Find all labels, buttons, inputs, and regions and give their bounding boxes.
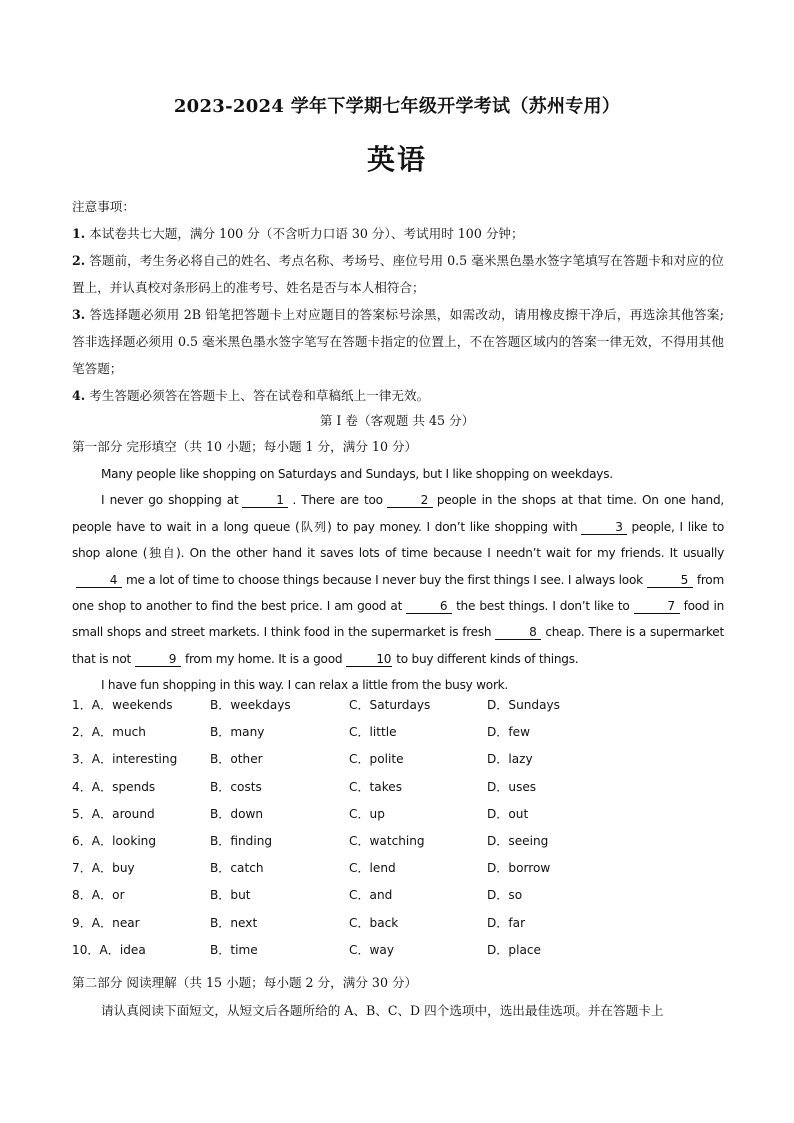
option-b[interactable]: B．down bbox=[210, 806, 264, 821]
option-a[interactable]: 4．A．spends bbox=[72, 779, 156, 794]
option-b[interactable]: B．costs bbox=[210, 779, 262, 794]
instruction-item bbox=[72, 247, 724, 301]
option-a[interactable]: 6．A．looking bbox=[72, 833, 157, 848]
instruction-item bbox=[72, 301, 724, 382]
option-a[interactable]: 10．A．idea bbox=[72, 942, 146, 957]
section-title: 第 I 卷（客观题 共 45 分） bbox=[319, 413, 475, 428]
option-a[interactable]: 9．A．near bbox=[72, 915, 140, 930]
passage-paragraph: Many people like shopping on Saturdays and Sundays, but I like shopping on weekdays. bbox=[101, 467, 613, 481]
question-options-3 bbox=[72, 750, 724, 777]
option-a[interactable]: 3．A．interesting bbox=[72, 752, 178, 767]
option-c[interactable]: C．up bbox=[349, 806, 385, 821]
option-b[interactable]: B．weekdays bbox=[210, 698, 291, 712]
cloze-passage bbox=[72, 461, 724, 699]
question-options-8 bbox=[72, 886, 724, 913]
option-c[interactable]: C．polite bbox=[349, 752, 404, 767]
instruction-item bbox=[72, 220, 724, 247]
blank-8[interactable]: 8 bbox=[495, 625, 541, 640]
instructions bbox=[72, 193, 724, 409]
blank-2[interactable]: 2 bbox=[387, 493, 433, 508]
instruction-number: 4. bbox=[72, 388, 86, 403]
instruction-text: 答选择题必须用 2B 铅笔把答题卡上对应题目的答案标号涂黑，如需改动，请用橡皮擦干净后，再选涂其他答案; 答非选择题必须用 0.5 毫米黑色墨水签字笔写在答题卡指定的位置上，不在答题区域内的答案一律无效，不得用其他笔答题； bbox=[72, 307, 724, 376]
instruction-text: 答题前，考生务必将自己的姓名、考点名称、考场号、座位号用 0.5 毫米黑色墨水签字笔填写在答题卡和对应的位置上，并认真校对条形码上的准考号、姓名是否与本人相符合； bbox=[72, 253, 724, 295]
blank-3[interactable]: 3 bbox=[581, 520, 627, 535]
reading-instructions: 请认真阅读下面短文，从短文后各题所给的 A、B、C、D 四个选项中，选出最佳选项。并在答题卡上 bbox=[101, 1003, 664, 1018]
option-c[interactable]: C．back bbox=[349, 915, 399, 930]
option-c[interactable]: C．lend bbox=[349, 861, 396, 876]
option-d[interactable]: D．place bbox=[487, 942, 541, 957]
option-a[interactable]: 5．A．around bbox=[72, 806, 155, 821]
passage-paragraph: I never go shopping at 1 . There are too 2 people in the shops at that time. On one hand, people have to wait in a long queue (队列) to pay money. I don’t like shopping with 3 people, I like to shop alone (独自). On the other hand it saves lots of time because I needn’t wait for my friends. It usually4 me a lot of time to choose things because I never buy the first things I see. I always look 5 from one shop to another to find the best price. I am good at 6 the best things. I don’t like to 7 food in small shops and street markets. I think food in the supermarket is fresh 8 cheap. There is a supermarket that is not 9 from my home. It is a good 10 to buy different kinds of things. bbox=[72, 493, 725, 666]
instruction-number: 2. bbox=[72, 253, 86, 268]
blank-10[interactable]: 10 bbox=[346, 652, 392, 667]
question-options-10 bbox=[72, 941, 724, 968]
instruction-number: 3. bbox=[72, 307, 86, 322]
option-b[interactable]: B．many bbox=[210, 725, 265, 740]
blank-9[interactable]: 9 bbox=[135, 652, 181, 667]
question-options-6 bbox=[72, 832, 724, 859]
option-a[interactable]: 8．A．or bbox=[72, 888, 125, 903]
option-c[interactable]: C．way bbox=[349, 942, 394, 957]
option-d[interactable]: D．out bbox=[487, 806, 529, 821]
option-c[interactable]: C．Saturdays bbox=[349, 698, 431, 712]
option-b[interactable]: B．time bbox=[210, 942, 258, 957]
part1-title: 第一部分 完形填空（共 10 小题；每小题 1 分，满分 10 分） bbox=[72, 439, 418, 454]
passage-paragraph: I have fun shopping in this way. I can relax a little from the busy work. bbox=[101, 678, 509, 693]
option-d[interactable]: D．few bbox=[487, 725, 530, 740]
instruction-item bbox=[72, 382, 724, 409]
option-d[interactable]: D．lazy bbox=[487, 752, 533, 767]
option-c[interactable]: C．little bbox=[349, 725, 397, 740]
option-d[interactable]: D．far bbox=[487, 915, 526, 930]
question-options-7 bbox=[72, 859, 724, 886]
instruction-text: 本试卷共七大题，满分 100 分（不含听力口语 30 分）、考试用时 100 分钟； bbox=[89, 226, 524, 241]
option-d[interactable]: D．Sundays bbox=[487, 698, 560, 712]
blank-6[interactable]: 6 bbox=[406, 599, 452, 614]
question-options-4 bbox=[72, 778, 724, 805]
blank-4[interactable]: 4 bbox=[76, 573, 122, 588]
blank-5[interactable]: 5 bbox=[647, 573, 693, 588]
option-a[interactable]: 7．A．buy bbox=[72, 861, 135, 876]
option-b[interactable]: B．other bbox=[210, 752, 263, 767]
instruction-number: 1. bbox=[72, 226, 86, 241]
option-a[interactable]: 1．A．weekends bbox=[72, 698, 173, 712]
option-d[interactable]: D．uses bbox=[487, 779, 537, 794]
question-options-9 bbox=[72, 914, 724, 941]
option-c[interactable]: C．and bbox=[349, 888, 393, 903]
option-b[interactable]: B．finding bbox=[210, 833, 273, 848]
option-d[interactable]: D．so bbox=[487, 888, 523, 903]
exam-title: 2023-2024 学年下学期七年级开学考试（苏州专用） bbox=[173, 96, 621, 117]
option-d[interactable]: D．seeing bbox=[487, 833, 549, 848]
option-c[interactable]: C．takes bbox=[349, 779, 403, 794]
question-options-5 bbox=[72, 805, 724, 832]
options-list bbox=[72, 696, 724, 968]
question-options-1 bbox=[72, 696, 724, 723]
option-b[interactable]: B．next bbox=[210, 915, 258, 930]
option-b[interactable]: B．catch bbox=[210, 861, 264, 876]
option-b[interactable]: B．but bbox=[210, 888, 251, 903]
instruction-text: 考生答题必须答在答题卡上、答在试卷和草稿纸上一律无效。 bbox=[89, 388, 430, 403]
option-c[interactable]: C．watching bbox=[349, 833, 425, 848]
blank-1[interactable]: 1 bbox=[242, 493, 288, 508]
option-d[interactable]: D．borrow bbox=[487, 861, 551, 876]
blank-7[interactable]: 7 bbox=[634, 599, 680, 614]
option-a[interactable]: 2．A．much bbox=[72, 725, 146, 740]
question-options-2 bbox=[72, 723, 724, 750]
part2-title: 第二部分 阅读理解（共 15 小题；每小题 2 分，满分 30 分） bbox=[72, 975, 418, 990]
instructions-heading: 注意事项： bbox=[72, 199, 135, 214]
subject-title: 英语 bbox=[366, 143, 427, 176]
